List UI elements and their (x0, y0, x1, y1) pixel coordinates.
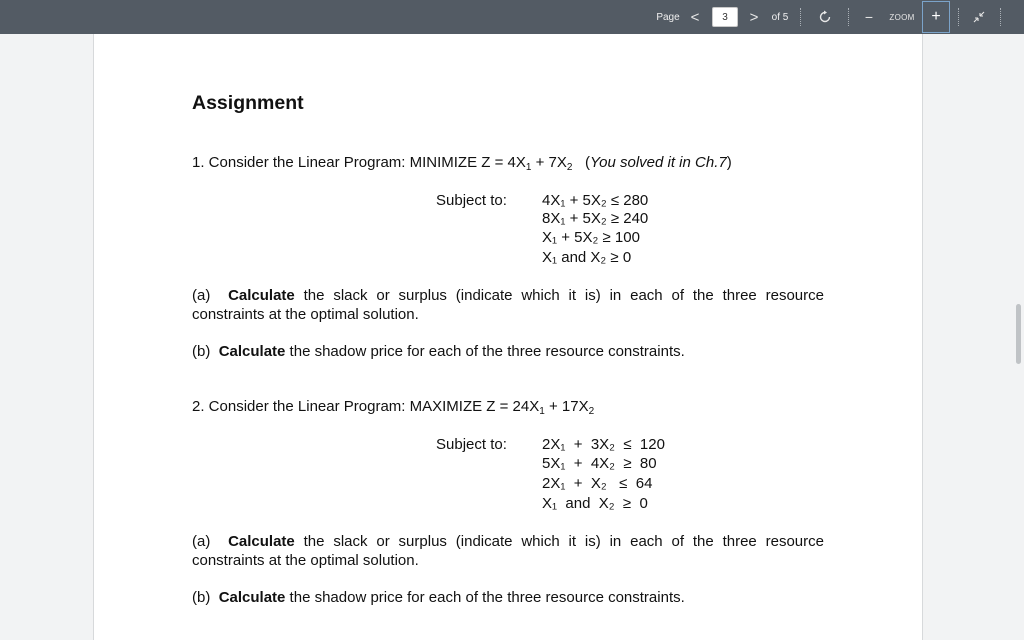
page-count-label: of 5 (771, 11, 789, 23)
page-label: Page (656, 11, 680, 23)
zoom-label: ZOOM (889, 12, 915, 22)
pdf-toolbar (0, 0, 1024, 34)
q1-constraint-4: X₁ and X₂ ≥ 0 (542, 249, 632, 266)
next-page-button[interactable]: > (749, 8, 759, 26)
q2-constraint-2: 5X₁ + 4X₂ ≥ 80 (542, 455, 657, 472)
toolbar-separator (848, 8, 849, 26)
toolbar-separator (958, 8, 959, 26)
page-number-input[interactable] (712, 7, 738, 27)
q1-objective: 1. Consider the Linear Program: MINIMIZE $Z = 4X_1 + 7X_2$ (You solved it in Ch.7) (192, 154, 732, 173)
collapse-button[interactable] (968, 0, 990, 34)
document-page (93, 34, 923, 640)
prev-page-button[interactable]: < (690, 8, 700, 26)
zoom-out-button[interactable]: − (864, 9, 874, 25)
q2-part-b: (b) Calculate the shadow price for each of the three resource constraints. (192, 589, 685, 606)
collapse-icon (973, 11, 985, 23)
q1-constraint-2: 8X₁ + 5X₂ ≥ 240 (542, 210, 649, 227)
q2-intro: 2. Consider the Linear Program: MAXIMIZE Z = 24X (192, 398, 540, 415)
q1-subject-to: Subject to: (436, 192, 507, 209)
zoom-in-button[interactable]: + (922, 1, 950, 33)
q2-constraint-4: X₁ and X₂ ≥ 0 (542, 495, 648, 512)
q2-objective: 2. Consider the Linear Program: MAXIMIZE $Z = 24X_1 + 17X_2$ (192, 398, 595, 417)
q2-objective-mid: + 17X (544, 398, 589, 415)
q1-constraint-1: 4X₁ + 5X₂ ≤ 280 (542, 192, 649, 209)
toolbar-separator (1000, 8, 1001, 26)
rotate-button[interactable] (814, 0, 836, 34)
q1-part-a: (a) Calculate the slack or surplus (indicate which it is) in each of the three resource constraints at the optimal solution. (192, 287, 824, 323)
rotate-icon (818, 10, 832, 24)
q2-constraint-3: 2X₁ + X₂ ≤ 64 (542, 475, 653, 492)
vertical-scrollbar[interactable] (1014, 34, 1024, 640)
q1-constraint-3: X₁ + 5X₂ ≥ 100 (542, 229, 640, 246)
toolbar-separator (800, 8, 801, 26)
q1-objective-mid: + 7X (531, 154, 567, 171)
q1-part-b: (b) Calculate the shadow price for each of the three resource constraints. (192, 343, 685, 360)
scrollbar-thumb[interactable] (1016, 304, 1021, 364)
q1-note: You solved it in Ch.7 (589, 154, 727, 171)
page-title: Assignment (192, 92, 304, 114)
q2-part-a: (a) Calculate the slack or surplus (indicate which it is) in each of the three resource constraints at the optimal solution. (192, 533, 824, 569)
q2-subject-to: Subject to: (436, 436, 507, 453)
q1-intro: 1. Consider the Linear Program: MINIMIZE Z = 4X (192, 154, 526, 171)
q2-constraint-1: 2X₁ + 3X₂ ≤ 120 (542, 436, 665, 453)
